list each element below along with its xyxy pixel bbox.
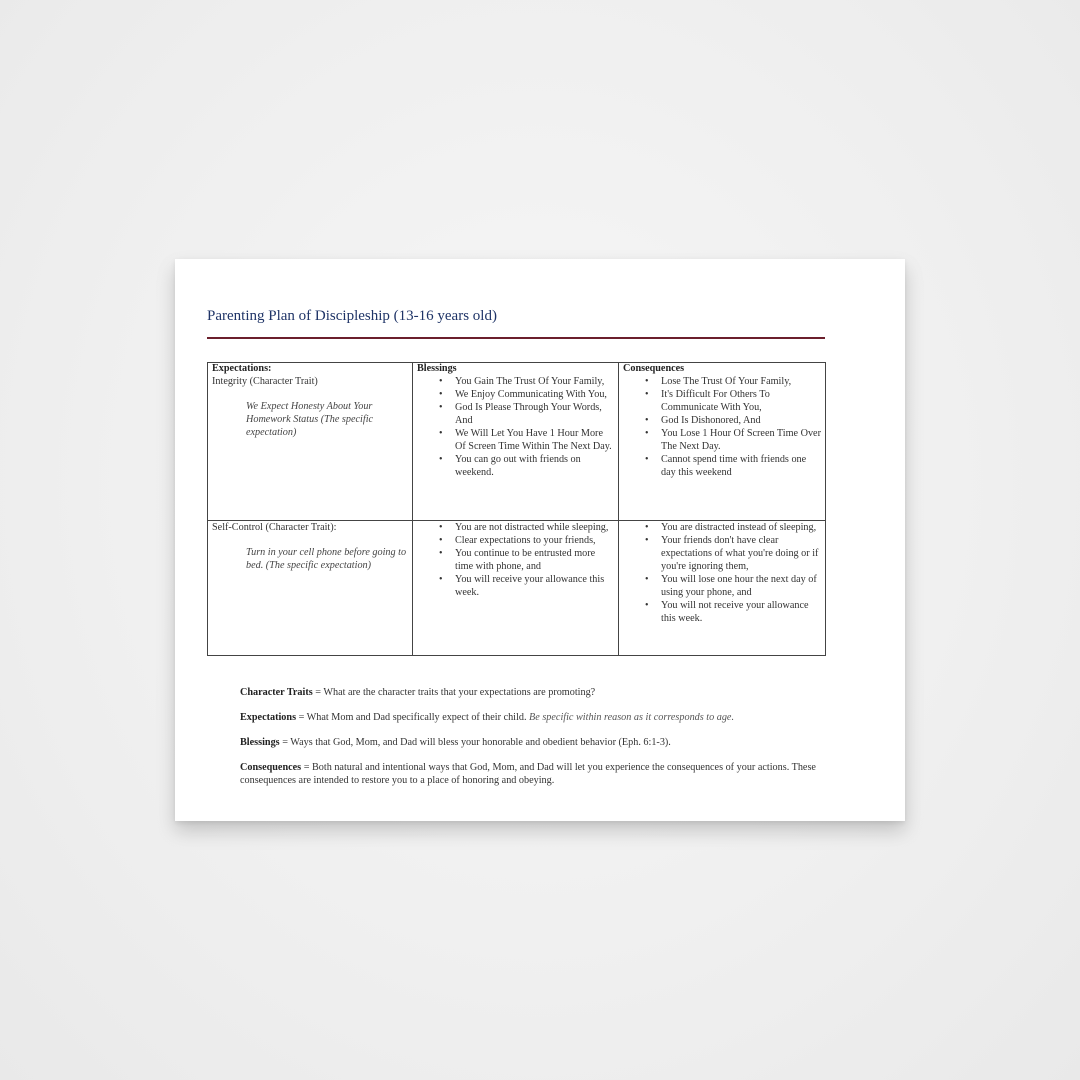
- definition-note: Be specific within reason as it corresponds to age.: [529, 712, 734, 723]
- list-item: • You are not distracted while sleeping,: [455, 521, 614, 534]
- title-divider: [207, 337, 825, 339]
- list-item: • You continue to be entrusted more time with phone, and: [455, 547, 614, 573]
- list-item: • You Gain The Trust Of Your Family,: [455, 375, 614, 388]
- list-item: • You Lose 1 Hour Of Screen Time Over The Next Day.: [661, 427, 821, 453]
- list-item: • You will receive your allowance this week.: [455, 573, 614, 599]
- list-item: • God Is Dishonored, And: [661, 414, 821, 427]
- list-item: • You will lose one hour the next day of using your phone, and: [661, 573, 821, 599]
- consequences-cell: [619, 375, 826, 520]
- list-item: • Lose The Trust Of Your Family,: [661, 375, 821, 388]
- list-item: • Cannot spend time with friends one day this weekend: [661, 453, 821, 479]
- specific-expectation: We Expect Honesty About Your Homework Status (The specific expectation): [246, 401, 374, 438]
- table-header-row: [208, 363, 826, 376]
- document-page: [175, 259, 905, 821]
- definition-blessings: [240, 736, 840, 749]
- definitions-legend: [240, 686, 840, 799]
- list-item: • It's Difficult For Others To Communicate With You,: [661, 388, 821, 414]
- definition: = What Mom and Dad specifically expect of their child.: [296, 712, 530, 723]
- definition-consequences: [240, 761, 840, 787]
- definition: = Both natural and intentional ways that God, Mom, and Dad will let you experience the consequences of your actions. These consequences are intended to restore you to a place of honoring and obeying.: [240, 762, 816, 786]
- consequences-cell: [619, 520, 826, 655]
- term: Character Traits: [240, 687, 313, 698]
- blessings-list: [417, 521, 614, 599]
- definition: = What are the character traits that your expectations are promoting?: [312, 687, 596, 698]
- list-item: • You can go out with friends on weekend.: [455, 453, 614, 479]
- table-row: [208, 375, 826, 520]
- consequences-list: [623, 375, 821, 479]
- expectation-cell: [208, 520, 413, 655]
- header-consequences: Consequences: [619, 363, 826, 376]
- document-title: Parenting Plan of Discipleship (13-16 years old): [207, 308, 497, 324]
- header-expectations: Expectations:: [208, 363, 413, 376]
- definition-expectations: [240, 711, 840, 724]
- consequences-list: [623, 521, 821, 625]
- list-item: • We Enjoy Communicating With You,: [455, 388, 614, 401]
- list-item: • Clear expectations to your friends,: [455, 534, 614, 547]
- definition-character-traits: [240, 686, 840, 699]
- character-trait: Self-Control (Character Trait):: [212, 521, 337, 533]
- table-row: [208, 520, 826, 655]
- expectation-cell: [208, 375, 413, 520]
- list-item: • You are distracted instead of sleeping,: [661, 521, 821, 534]
- blessings-list: [417, 375, 614, 479]
- definition: = Ways that God, Mom, and Dad will bless your honorable and obedient behavior (Eph. 6:1-3).: [279, 737, 671, 748]
- list-item: • You will not receive your allowance this week.: [661, 599, 821, 625]
- blessings-cell: [413, 520, 619, 655]
- plan-table: [207, 362, 826, 656]
- list-item: • Your friends don't have clear expectations of what you're doing or if you're ignoring them,: [661, 534, 821, 573]
- character-trait: Integrity (Character Trait): [212, 376, 318, 387]
- blessings-cell: [413, 375, 619, 520]
- term: Consequences: [240, 762, 302, 773]
- list-item: • We Will Let You Have 1 Hour More Of Screen Time Within The Next Day.: [455, 427, 614, 453]
- specific-expectation: Turn in your cell phone before going to bed. (The specific expectation): [246, 546, 407, 571]
- term: Blessings: [240, 737, 280, 748]
- list-item: • God Is Please Through Your Words, And: [455, 401, 614, 427]
- header-blessings: Blessings: [413, 363, 619, 376]
- term: Expectations: [240, 712, 297, 723]
